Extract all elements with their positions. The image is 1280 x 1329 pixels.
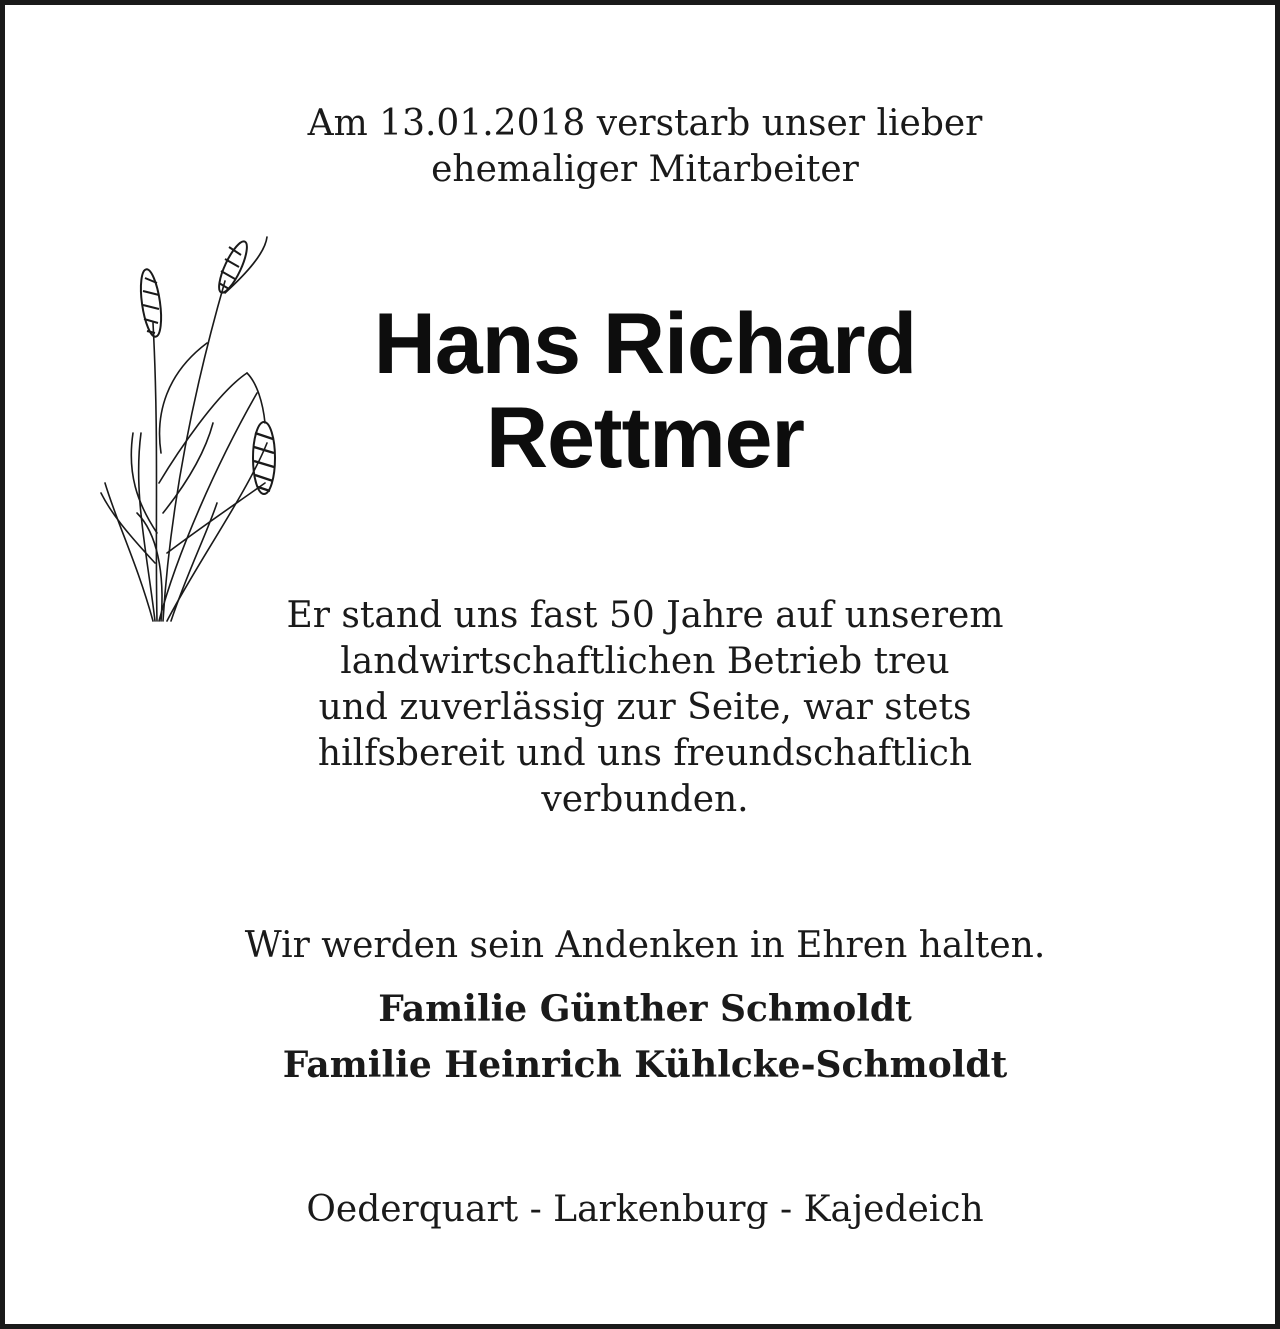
places-text: Oederquart - Larkenburg - Kajedeich — [306, 1189, 984, 1230]
tribute-line: Er stand uns fast 50 Jahre auf unserem — [286, 595, 1004, 636]
intro-line-2: ehemaliger Mitarbeiter — [431, 149, 859, 190]
tribute-line: hilfsbereit und uns freundschaftlich — [317, 733, 973, 774]
tribute-line: landwirtschaftlichen Betrieb treu — [340, 641, 950, 682]
deceased-name-line-2: Rettmer — [486, 390, 804, 486]
deceased-name — [5, 297, 1280, 485]
family-signatures — [5, 981, 1280, 1093]
intro-line-1: Am 13.01.2018 verstarb unser lieber — [307, 103, 983, 144]
tribute-text — [5, 593, 1280, 823]
tribute-line: und zuverlässig zur Seite, war stets — [318, 687, 972, 728]
family-name: Familie Günther Schmoldt — [378, 988, 912, 1030]
intro-text — [5, 101, 1280, 193]
deceased-name-line-1: Hans Richard — [373, 296, 917, 392]
closing-text: Wir werden sein Andenken in Ehren halten. — [244, 925, 1046, 966]
tribute-line: verbunden. — [541, 779, 749, 820]
family-name: Familie Heinrich Kühlcke-Schmoldt — [282, 1044, 1008, 1086]
